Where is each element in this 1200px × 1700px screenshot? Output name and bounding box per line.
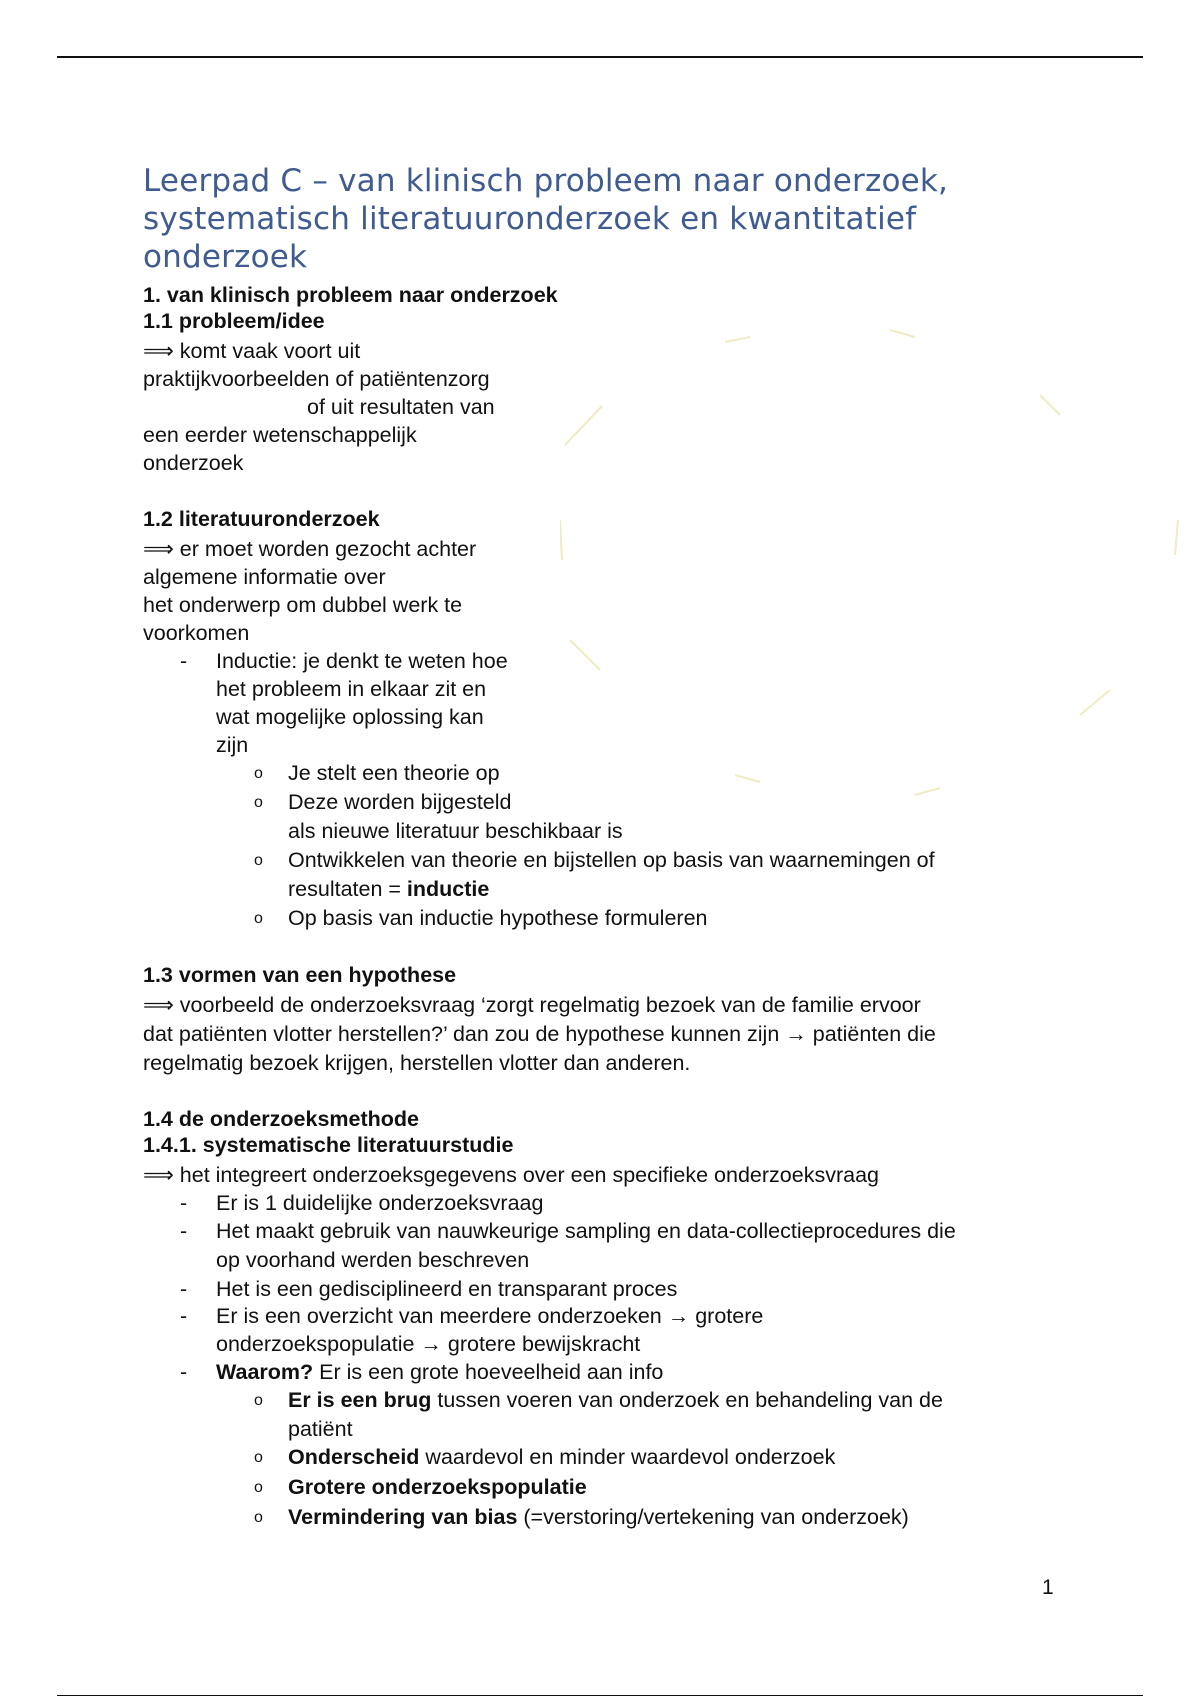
section-1-1-heading: 1.1 probleem/idee bbox=[143, 309, 325, 333]
text-line: praktijkvoorbeelden of patiëntenzorg bbox=[143, 367, 490, 391]
list-item: onderzoekspopulatie → grotere bewijskracht bbox=[216, 1332, 641, 1356]
circle-bullet: o bbox=[254, 1392, 263, 1409]
text-span: waardevol en minder waardevol onderzoek bbox=[419, 1445, 836, 1469]
list-item: zijn bbox=[216, 733, 249, 757]
text-line: ⟹ het integreert onderzoeksgegevens over een specifieke onderzoeksvraag bbox=[143, 1163, 879, 1187]
bold-term: Er is een brug bbox=[288, 1388, 432, 1412]
bold-term: inductie bbox=[406, 877, 490, 901]
dash-bullet: - bbox=[180, 1191, 188, 1215]
text-line: of uit resultaten van bbox=[307, 395, 495, 419]
list-item: het probleem in elkaar zit en bbox=[216, 677, 487, 701]
list-item: als nieuwe literatuur beschikbaar is bbox=[288, 819, 623, 843]
bold-term: Waarom? bbox=[216, 1360, 314, 1384]
text-span: (=verstoring/vertekening van onderzoek) bbox=[517, 1505, 909, 1529]
circle-bullet: o bbox=[254, 1479, 263, 1496]
list-item: Op basis van inductie hypothese formuleren bbox=[288, 906, 708, 930]
circle-bullet: o bbox=[254, 852, 263, 869]
text-line: ⟹ komt vaak voort uit bbox=[143, 339, 361, 363]
list-item: patiënt bbox=[288, 1417, 353, 1441]
list-item: Deze worden bijgesteld bbox=[288, 790, 512, 814]
list-item bbox=[288, 1386, 943, 1414]
list-item: Er is een overzicht van meerdere onderzoeken → grotere bbox=[216, 1304, 764, 1328]
text-span: Er is een grote hoeveelheid aan info bbox=[313, 1360, 664, 1384]
text-line: algemene informatie over bbox=[143, 565, 386, 589]
list-item: Het maakt gebruik van nauwkeurige sampling en data-collectieprocedures die bbox=[216, 1219, 956, 1243]
page-number: 1 bbox=[1042, 1576, 1054, 1599]
bold-term: Grotere onderzoekspopulatie bbox=[288, 1475, 587, 1499]
text-line: voorkomen bbox=[143, 621, 250, 645]
list-item: Inductie: je denkt te weten hoe bbox=[216, 649, 508, 673]
circle-bullet: o bbox=[254, 794, 263, 811]
text-line: dat patiënten vlotter herstellen?’ dan zou de hypothese kunnen zijn → patiënten die bbox=[143, 1022, 936, 1046]
list-item bbox=[216, 1358, 663, 1386]
list-item bbox=[288, 1503, 909, 1531]
bold-term: Onderscheid bbox=[288, 1445, 420, 1469]
section-1-4-1-heading: 1.4.1. systematische literatuurstudie bbox=[143, 1133, 514, 1157]
list-item bbox=[288, 1443, 835, 1471]
text-span: resultaten = bbox=[288, 877, 407, 901]
text-line: regelmatig bezoek krijgen, herstellen vlotter dan anderen. bbox=[143, 1051, 691, 1075]
page-title: Leerpad C – van klinisch probleem naar onderzoek, systematisch literatuuronderzoek en kwantitatief onderzoek bbox=[143, 163, 949, 275]
dash-bullet: - bbox=[180, 1360, 188, 1384]
watermark-circle-icon bbox=[560, 310, 1190, 810]
circle-bullet: o bbox=[254, 765, 263, 782]
text-line: een eerder wetenschappelijk bbox=[143, 423, 417, 447]
list-item: op voorhand werden beschreven bbox=[216, 1248, 530, 1272]
text-line: onderzoek bbox=[143, 451, 244, 475]
list-item: Het is een gedisciplineerd en transparant proces bbox=[216, 1277, 678, 1301]
list-item: Ontwikkelen van theorie en bijstellen op basis van waarnemingen of bbox=[288, 848, 935, 872]
section-1-2-heading: 1.2 literatuuronderzoek bbox=[143, 507, 380, 531]
circle-bullet: o bbox=[254, 1449, 263, 1466]
text-span: tussen voeren van onderzoek en behandeling van de bbox=[431, 1388, 943, 1412]
dash-bullet: - bbox=[180, 649, 188, 673]
text-line: ⟹ voorbeeld de onderzoeksvraag ‘zorgt regelmatig bezoek van de familie ervoor bbox=[143, 993, 921, 1017]
text-line: ⟹ er moet worden gezocht achter bbox=[143, 537, 477, 561]
list-item bbox=[288, 875, 489, 903]
footer-rule bbox=[57, 1695, 1143, 1696]
dash-bullet: - bbox=[180, 1277, 188, 1301]
dash-bullet: - bbox=[180, 1304, 188, 1328]
circle-bullet: o bbox=[254, 910, 263, 927]
text-line: het onderwerp om dubbel werk te bbox=[143, 593, 463, 617]
header-rule bbox=[57, 56, 1143, 58]
bold-term: Vermindering van bias bbox=[288, 1505, 518, 1529]
list-item: Er is 1 duidelijke onderzoeksvraag bbox=[216, 1191, 544, 1215]
list-item: wat mogelijke oplossing kan bbox=[216, 705, 484, 729]
section-1-3-heading: 1.3 vormen van een hypothese bbox=[143, 963, 457, 987]
section-1-heading: 1. van klinisch probleem naar onderzoek bbox=[143, 283, 558, 307]
list-item bbox=[288, 1473, 587, 1501]
section-1-4-heading: 1.4 de onderzoeksmethode bbox=[143, 1107, 419, 1131]
dash-bullet: - bbox=[180, 1219, 188, 1243]
circle-bullet: o bbox=[254, 1509, 263, 1526]
list-item: Je stelt een theorie op bbox=[288, 761, 500, 785]
